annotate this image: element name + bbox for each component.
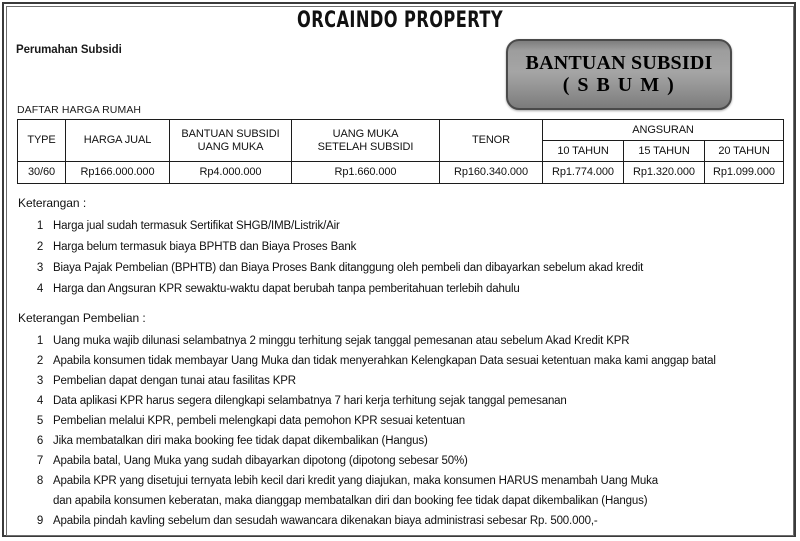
col-header-angsuran: ANGSURAN <box>543 120 784 141</box>
col-header-uang-muka-line1: UANG MUKA <box>332 127 399 140</box>
list-item <box>27 371 787 391</box>
keterangan-list <box>27 216 787 300</box>
list-item-number: 1 <box>36 335 44 347</box>
list-item-text: Pembelian melalui KPR, pembeli melengkapi data pemohon KPR sesuai ketentuan <box>53 415 465 427</box>
list-item-number: 2 <box>36 355 44 367</box>
list-item-number: 4 <box>36 395 44 407</box>
cell-bantuan-subsidi-uang-muka: Rp4.000.000 <box>170 162 292 184</box>
list-item <box>27 391 787 411</box>
col-header-type: TYPE <box>18 120 66 162</box>
list-item-text: Data aplikasi KPR harus segera dilengkapi selambatnya 7 hari kerja terhitung sejak tanggal pemesanan <box>53 395 567 407</box>
list-item-number: 6 <box>36 435 44 447</box>
list-item-text: Harga jual sudah termasuk Sertifikat SHGB/IMB/Listrik/Air <box>53 220 340 232</box>
list-item-text: Apabila batal, Uang Muka yang sudah dibayarkan dipotong (dipotong sebesar 50%) <box>53 455 468 467</box>
list-item <box>27 471 787 511</box>
col-header-uang-muka-line2: SETELAH SUBSIDI <box>317 140 414 153</box>
list-item-text: Apabila konsumen tidak membayar Uang Muka dan tidak menyerahkan Kelengkapan Data sesuai ketentuan maka kami anggap batal <box>53 355 716 367</box>
document-subtitle: Perumahan Subsidi <box>16 44 122 56</box>
list-item-text: Apabila pindah kavling sebelum dan sesudah wawancara dikenakan biaya administrasi sebesar Rp. 500.000,- <box>53 515 598 527</box>
list-item-number: 5 <box>36 415 44 427</box>
list-item-text: Apabila KPR yang disetujui ternyata lebih kecil dari kredit yang diajukan, maka konsumen HARUS menambah Uang Muka dan apabila konsumen keberatan, maka dianggap membatalkan diri dan booking fee tidak dapat dikembalikan (Hangus) <box>53 471 787 511</box>
cell-angsuran-10: Rp1.774.000 <box>543 162 624 184</box>
list-item-number: 2 <box>36 241 44 253</box>
keterangan-pembelian-list <box>27 331 787 531</box>
badge-label-secondary: ( S B U M ) <box>562 73 676 96</box>
keterangan-title: Keterangan : <box>18 196 87 210</box>
list-item-number: 3 <box>36 375 44 387</box>
list-item <box>27 258 787 279</box>
col-header-angsuran-20: 20 TAHUN <box>705 141 784 162</box>
price-table-caption: DAFTAR HARGA RUMAH <box>17 104 142 116</box>
badge-label-primary: BANTUAN SUBSIDI <box>525 51 713 74</box>
list-item-number: 8 <box>36 475 44 487</box>
page-title: ORCAINDO PROPERTY <box>297 8 503 33</box>
col-header-uang-muka <box>292 120 440 162</box>
cell-tenor: Rp160.340.000 <box>440 162 543 184</box>
list-item <box>27 351 787 371</box>
list-item-text: Biaya Pajak Pembelian (BPHTB) dan Biaya Proses Bank ditanggung oleh pembeli dan dibayarkan sebelum akad kredit <box>53 262 644 274</box>
list-item-number: 3 <box>36 262 44 274</box>
col-header-bantuan-subsidi-line2: UANG MUKA <box>197 140 264 153</box>
table-header-row-1 <box>18 120 784 141</box>
list-item <box>27 431 787 451</box>
list-item-number: 9 <box>36 515 44 527</box>
cell-angsuran-20: Rp1.099.000 <box>705 162 784 184</box>
price-table <box>17 119 784 184</box>
list-item-text: Harga dan Angsuran KPR sewaktu-waktu dapat berubah tanpa pemberitahuan terlebih dahulu <box>53 283 520 295</box>
list-item-text: Pembelian dapat dengan tunai atau fasilitas KPR <box>53 375 296 387</box>
cell-uang-muka-setelah-subsidi: Rp1.660.000 <box>292 162 440 184</box>
col-header-angsuran-15: 15 TAHUN <box>624 141 705 162</box>
list-item-number: 7 <box>36 455 44 467</box>
col-header-tenor: TENOR <box>440 120 543 162</box>
cell-harga-jual: Rp166.000.000 <box>66 162 170 184</box>
list-item-text-continued: dan apabila konsumen keberatan, maka dianggap membatalkan diri dan booking fee tidak dapat dikembalikan (Hangus) <box>53 495 648 507</box>
page-content <box>9 8 791 534</box>
list-item <box>27 237 787 258</box>
list-item-text: Harga belum termasuk biaya BPHTB dan Biaya Proses Bank <box>53 241 357 253</box>
list-item <box>27 511 787 531</box>
list-item <box>27 216 787 237</box>
col-header-angsuran-10: 10 TAHUN <box>543 141 624 162</box>
list-item <box>27 331 787 351</box>
list-item-text: Jika membatalkan diri maka booking fee tidak dapat dikembalikan (Hangus) <box>53 435 428 447</box>
col-header-harga-jual: HARGA JUAL <box>66 120 170 162</box>
list-item-number: 4 <box>36 283 44 295</box>
list-item-text: Uang muka wajib dilunasi selambatnya 2 minggu terhitung sejak tanggal pemesanan atau sebelum Akad Kredit KPR <box>53 335 630 347</box>
cell-type: 30/60 <box>18 162 66 184</box>
keterangan-pembelian-title: Keterangan Pembelian : <box>18 311 146 325</box>
list-item <box>27 411 787 431</box>
cell-angsuran-15: Rp1.320.000 <box>624 162 705 184</box>
status-badge <box>506 39 732 110</box>
list-item <box>27 279 787 300</box>
col-header-bantuan-subsidi <box>170 120 292 162</box>
table-row <box>18 162 784 184</box>
list-item <box>27 451 787 471</box>
col-header-bantuan-subsidi-line1: BANTUAN SUBSIDI <box>181 127 280 140</box>
list-item-number: 1 <box>36 220 44 232</box>
